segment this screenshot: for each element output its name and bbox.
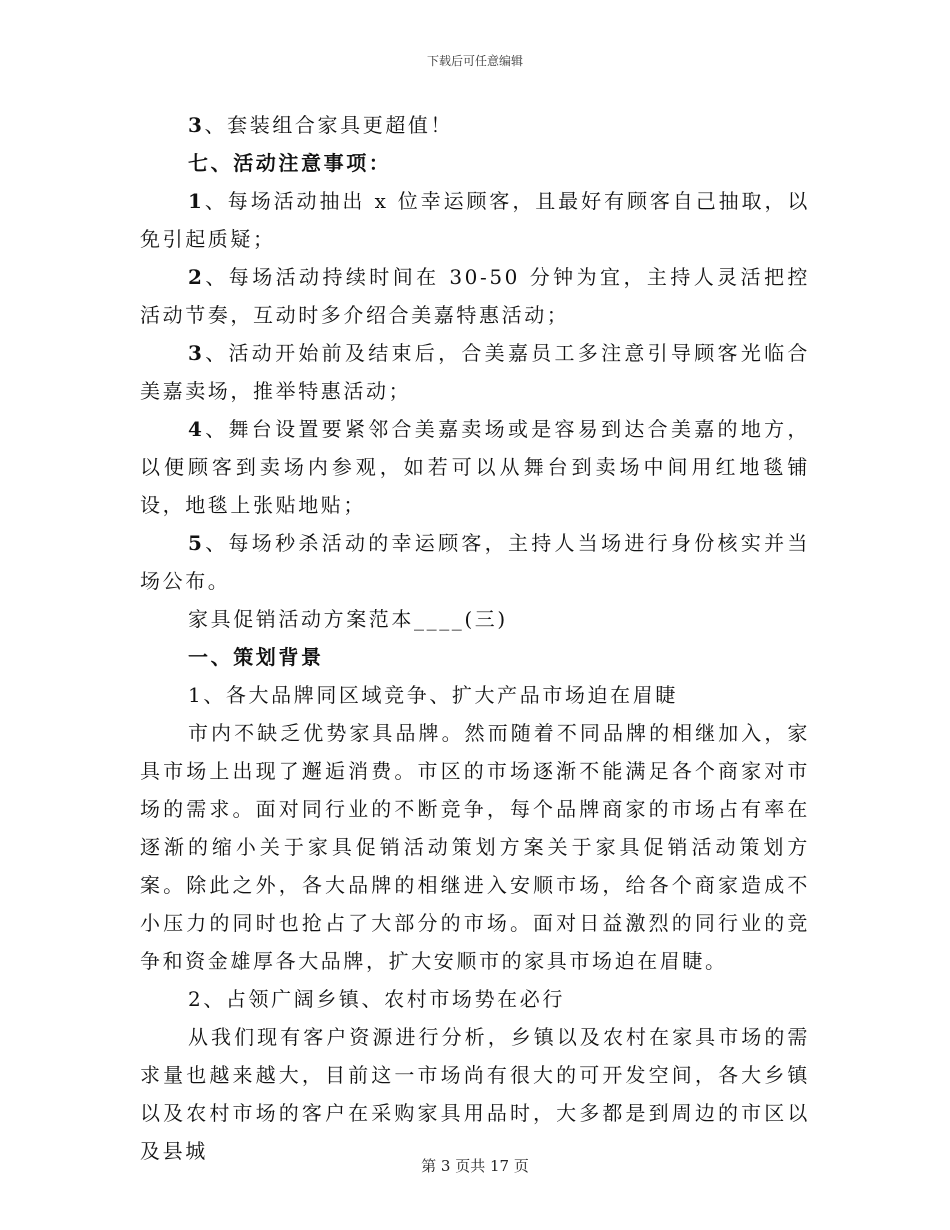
paragraph-8: 从我们现有客户资源进行分析，乡镇以及农村在家具市场的需求量也越来越大，目前这一市场尚有很大的可开发空间，各大乡镇以及农村市场的客户在采购家具用品时，大多都是到周边的市区以及县城 — [140, 1025, 810, 1163]
paragraph-3: 2、每场活动持续时间在 30-50 分钟为宜，主持人灵活把控活动节奏，互动时多介绍合美嘉特惠活动； — [140, 265, 810, 327]
paragraph-2: 1、每场活动抽出 x 位幸运顾客，且最好有顾客自己抽取，以免引起质疑； — [140, 189, 810, 251]
document-body — [140, 106, 810, 1170]
paragraph-4: 3、活动开始前及结束后，合美嘉员工多注意引导顾客光临合美嘉卖场，推举特惠活动； — [140, 341, 810, 403]
page-header: 下载后可任意编辑 — [426, 54, 523, 68]
paragraph-6: 5、每场秒杀活动的幸运顾客，主持人当场进行身份核实并当场公布。 — [140, 531, 810, 593]
paragraph-1: 3、套装组合家具更超值！ — [188, 113, 454, 137]
paragraph-7: 市内不缺乏优势家具品牌。然而随着不同品牌的相继加入，家具市场上出现了邂逅消费。市区的市场逐渐不能满足各个商家对市场的需求。面对同行业的不断竞争，每个品牌商家的市场占有率在逐渐的缩小关于家具促销活动策划方案关于家具促销活动策划方案。除此之外，各大品牌的相继进入安顺市场，给各个商家造成不小压力的同时也抢占了大部分的市场。面对日益激烈的同行业的竞争和资金雄厚各大品牌，扩大安顺市的家具市场迫在眉睫。 — [140, 721, 810, 973]
subheading-1: 1、各大品牌同区域竞争、扩大产品市场迫在眉睫 — [188, 683, 678, 707]
subheading-2: 2、占领广阔乡镇、农村市场势在必行 — [188, 987, 565, 1011]
section-heading-7: 七、活动注意事项： — [188, 151, 392, 175]
section-heading-1: 一、策划背景 — [188, 645, 324, 669]
paragraph-5: 4、舞台设置要紧邻合美嘉卖场或是容易到达合美嘉的地方，以便顾客到卖场内参观，如若可以从舞台到卖场中间用红地毯铺设，地毯上张贴地贴； — [140, 417, 810, 517]
document-subtitle: 家具促销活动方案范本____(三) — [188, 607, 508, 631]
page-footer: 第 3 页共 17 页 — [421, 1157, 529, 1175]
